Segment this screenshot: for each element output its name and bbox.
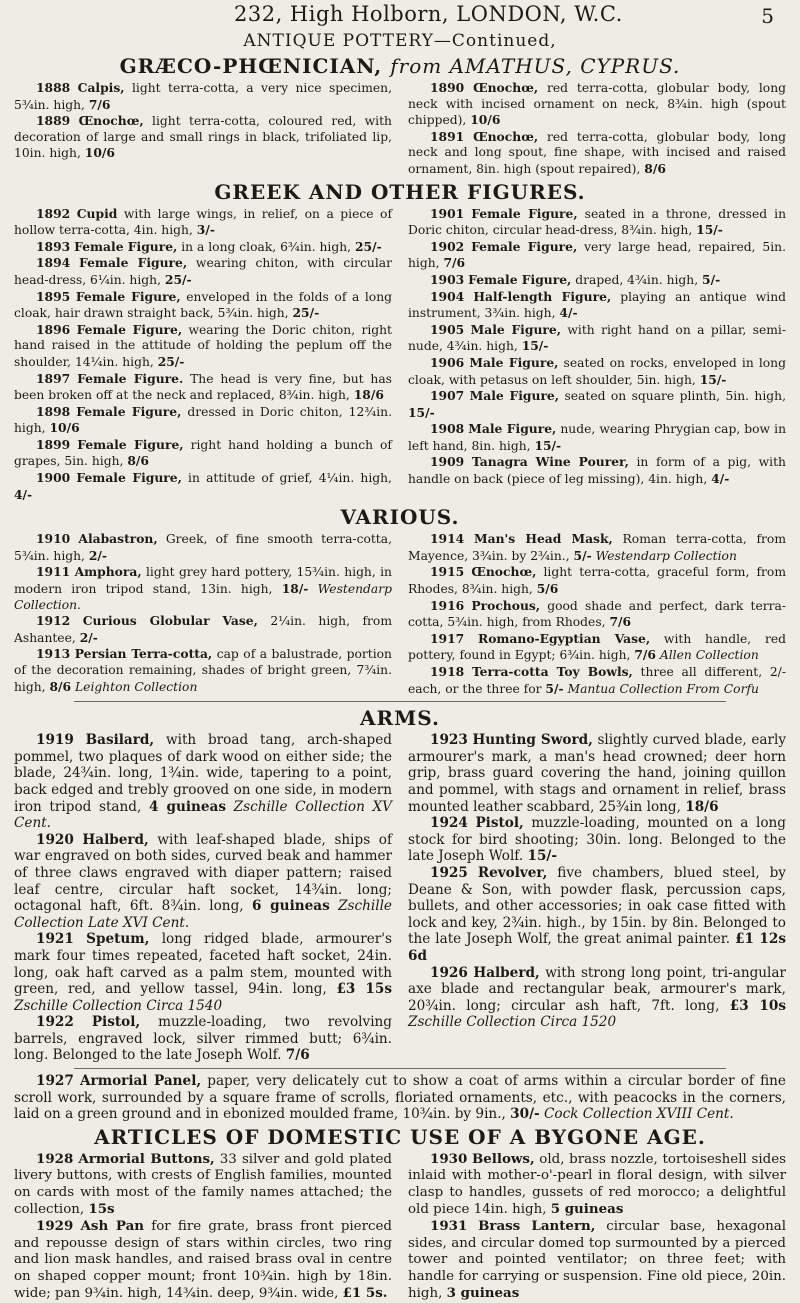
lot-number: 1890 (430, 80, 465, 95)
lot-name: Male Figure, (468, 421, 557, 437)
lot-price: 15/- (521, 338, 549, 354)
catalogue-entry (14, 931, 392, 1014)
lot-collection: Westendarp Collection. (14, 582, 392, 612)
lot-description: light terra-cotta, coloured red, with decoration of large and small rings in black, trifoliated lip, 10in. high, (14, 114, 392, 161)
lot-name: Œnochœ, (471, 564, 537, 580)
catalogue-entry (14, 371, 392, 404)
lot-price: £3 15s (336, 981, 392, 998)
lot-name: Armorial Buttons, (78, 1150, 215, 1167)
lot-collection: Leighton Collection (75, 679, 198, 694)
catalogue-entry (14, 80, 392, 113)
catalogue-entry (408, 732, 786, 815)
lot-price: 10/6 (49, 420, 80, 436)
catalogue-entry (14, 113, 392, 162)
section-title-greco-main: GRÆCO-PHŒNICIAN, (119, 54, 383, 78)
lot-description: paper, very delicately cut to show a coat of arms within a circular border of fine scroll work, surrounded by a square frame of scrolls, floriated ornaments, etc., with peacocks in the corners, laid on a green ground and in ebonized moulded frame, 10¾in. by 9in., (14, 1073, 786, 1123)
lot-number: 1907 (430, 388, 465, 404)
lot-description: muzzle-loading, two revolving barrels, engraved lock, silver rimmed butt; 6¾in. long. Belonged to the late Joseph Wolf. (14, 1014, 392, 1064)
lot-number: 1912 (36, 613, 71, 629)
lot-collection: Zschille Collection Circa 1540 (14, 997, 223, 1014)
lot-name: Pistol, (475, 815, 524, 832)
catalogue-entry (408, 1151, 786, 1219)
catalogue-entry (14, 613, 392, 646)
lot-name: Female Figure, (74, 238, 178, 254)
lot-number: 1892 (36, 205, 71, 221)
section-divider (74, 1068, 726, 1069)
lot-collection: Zschille Collection XV Cent. (14, 798, 393, 832)
lot-collection: Cock Collection XVIII Cent. (544, 1106, 734, 1123)
lot-price: 7/6 (609, 614, 632, 630)
lot-name: Œnochœ, (78, 113, 144, 129)
lot-name: Brass Lantern, (478, 1218, 596, 1235)
lot-description: light grey hard pottery, 15¾in. high, in modern iron tripod stand, 13in. high, (14, 565, 392, 597)
lot-description: dressed in Doric chiton, 12¾in. high, (14, 404, 392, 436)
lot-price: 25/- (354, 238, 382, 254)
lot-description: seated on rocks, enveloped in long cloak, with petasus on left shoulder, 5in. high, (408, 355, 786, 387)
catalogue-entry (408, 531, 786, 564)
lot-description: with broad tang, arch-shaped pommel, two plaques of dark wood on either side; the blade, 24¾in. long, 1¾in. wide, tapering to a point, back edged and trebly grooved on one side, in modern iron tripod stand, (14, 732, 392, 815)
lot-price: 7/6 (285, 1047, 310, 1064)
greco-right-column (408, 80, 786, 178)
catalogue-entry (14, 564, 392, 613)
various-columns (14, 531, 786, 697)
domestic-columns (14, 1151, 786, 1303)
lot-name: Female Figure, (468, 271, 572, 287)
lot-number: 1894 (36, 255, 71, 271)
lot-price: £3 10s (729, 997, 786, 1014)
lot-name: Persian Terra-cotta, (74, 646, 213, 662)
section-title-arms: ARMS. (360, 706, 440, 731)
lot-name: Ash Pan (80, 1218, 144, 1235)
catalogue-entry (14, 646, 392, 695)
lot-number: 1904 (430, 288, 465, 304)
greek-columns (14, 206, 786, 504)
catalogue-entry (14, 1218, 392, 1302)
lot-number: 1919 (36, 732, 74, 749)
lot-price: 15s (88, 1201, 115, 1218)
lot-number: 1929 (36, 1218, 74, 1235)
lot-name: Romano-Egyptian Vase, (478, 630, 651, 646)
catalogue-entry (14, 1014, 392, 1064)
lot-description: long ridged blade, armourer's mark four times repeated, faceted haft socket, 24in. long, oak haft carved as a palm stem, mounted with green, red, and yellow tassel, 94in. long, (14, 931, 392, 998)
catalogue-entry (408, 355, 786, 388)
lot-name: Terra-cotta Toy Bowls, (471, 664, 633, 679)
lot-number: 1909 (430, 454, 465, 470)
section-divider (74, 701, 726, 702)
lot-price: 7/6 (443, 255, 466, 271)
lot-price: 2/- (88, 547, 108, 563)
lot-description: very large head, repaired, 5in. high, (408, 239, 786, 271)
lot-name: Male Figure, (469, 388, 560, 404)
lot-price: 4/- (711, 471, 730, 487)
lot-collection: Zschille Collection Late XVI Cent. (14, 898, 392, 931)
lot-name: Basilard, (85, 732, 155, 749)
lot-number: 1908 (430, 421, 465, 437)
lot-name: Spetum, (86, 931, 150, 948)
catalogue-entry (14, 470, 392, 503)
lot-number: 1903 (430, 271, 465, 287)
lot-description: 33 silver and gold plated livery buttons, with crests of English families, mounted on cards with most of the family names attached; the collection, (14, 1151, 392, 1218)
lot-description: in attitude of grief, 4¼in. high, (181, 471, 392, 486)
lot-name: Curious Globular Vase, (82, 613, 258, 629)
lot-price: 10/6 (470, 112, 501, 128)
lot-number: 1893 (36, 238, 71, 254)
catalogue-entry (14, 289, 392, 322)
lot-description: cap of a balustrade, portion of the decoration remaining, shades of bright green, 7¾in. high, (14, 647, 392, 694)
catalogue-entry (408, 289, 786, 322)
catalogue-entry (14, 732, 392, 832)
lot-name: Hunting Sword, (472, 732, 593, 749)
lot-name: Halberd, (82, 831, 149, 848)
lot-name: Male Figure, (469, 354, 559, 370)
lot-price: 2/- (79, 629, 98, 645)
lot-description: 2¼in. high, from Ashantee, (14, 614, 392, 645)
lot-name: Tanagra Wine Pourer, (471, 454, 629, 470)
catalogue-entry (14, 832, 392, 932)
catalogue-entry (408, 322, 786, 355)
lot-price: 5/6 (536, 581, 559, 597)
lot-price: 5/- (545, 680, 564, 696)
lot-name: Half-length Figure, (473, 288, 612, 304)
armorial-panel-entry (14, 1073, 786, 1123)
lot-price: 5 guineas (550, 1201, 624, 1218)
lot-number: 1911 (36, 564, 71, 580)
catalogue-entry (408, 564, 786, 597)
lot-price: 18/6 (353, 387, 384, 403)
lot-price: 5/- (702, 271, 721, 287)
lot-name: Œnochœ, (473, 128, 539, 144)
lot-description: playing an antique wind instrument, 3¾in. high, (408, 289, 786, 321)
lot-description: good shade and perfect, dark terra-cotta, 5¾in. high, from Rhodes, (408, 598, 786, 630)
lot-name: Œnochœ, (473, 80, 539, 95)
catalogue-entry (14, 255, 392, 288)
catalogue-entry (408, 1218, 786, 1302)
lot-price: 25/- (164, 271, 192, 287)
lot-price: £1 5s. (342, 1285, 388, 1302)
lot-price: 25/- (292, 305, 320, 321)
lot-price: 15/- (534, 437, 562, 453)
lot-description: seated on square plinth, 5in. high, (559, 389, 786, 404)
lot-name: Revolver, (477, 864, 548, 881)
lot-description: with large wings, in relief, on a piece of hollow terra-cotta, 4in. high, (14, 206, 392, 238)
catalogue-entry (408, 206, 786, 239)
lot-name: Female Figure. (77, 370, 184, 386)
lot-number: 1902 (430, 238, 465, 254)
greco-left-column (14, 80, 392, 178)
lot-name: Female Figure, (75, 288, 181, 304)
lot-description: old, brass nozzle, tortoiseshell sides inlaid with mother-o'-pearl in floral design, with silver clasp to handles, gussets of red morocco; a delightful old piece 14in. high, (408, 1151, 786, 1218)
arms-columns (14, 732, 786, 1064)
lot-number: 1923 (430, 732, 468, 749)
lot-number: 1928 (36, 1150, 74, 1167)
lot-name: Pistol, (91, 1014, 141, 1031)
lot-number: 1915 (430, 564, 465, 580)
lot-description: wearing the Doric chiton, right hand raised in the attitude of holding the peplum off the shoulder, 14¼in. high, (14, 322, 392, 369)
address-heading: 232, High Holborn, LONDON, W.C. (234, 2, 623, 26)
lot-number: 1896 (36, 321, 71, 337)
lot-number: 1922 (36, 1014, 74, 1031)
running-title: ANTIQUE POTTERY—Continued, (243, 31, 557, 51)
lot-number: 1895 (36, 288, 71, 304)
lot-price: 18/- (281, 581, 309, 597)
lot-collection: Zschille Collection Circa 1520 (408, 1014, 617, 1031)
lot-name: Female Figure, (79, 255, 188, 271)
lot-number: 1898 (36, 403, 71, 419)
various-right-column (408, 531, 786, 697)
lot-description: five chambers, blued steel, by Deane & Son, with powder flask, percussion caps, bullets, and other accessories; in oak case fitted with lock and key, 2¾in. high., by 15in. by 8in. Belonged to the late Joseph Wolf, the great animal painter. (408, 864, 786, 948)
lot-description: The head is very fine, but has been broken off at the neck and replaced, 8¾in. high, (14, 371, 392, 403)
lot-number: 1905 (430, 321, 465, 337)
lot-number: 1910 (36, 531, 71, 547)
section-title-greek: GREEK AND OTHER FIGURES. (214, 179, 586, 204)
lot-number: 1888 (36, 80, 71, 95)
section-title-various: VARIOUS. (340, 505, 460, 530)
catalogue-entry (14, 437, 392, 470)
lot-description: red terra-cotta, globular body, long neck and long spout, fine shape, with incised and raised ornament, 8in. high (spout repaired), (408, 129, 786, 176)
lot-name: Male Figure, (470, 321, 561, 337)
catalogue-entry (408, 631, 786, 664)
lot-price: 4/- (559, 305, 578, 321)
catalogue-entry (14, 1151, 392, 1219)
catalogue-entry (408, 272, 786, 289)
various-left-column (14, 531, 392, 697)
lot-price: 15/- (699, 371, 727, 387)
lot-price: 4/- (14, 486, 33, 502)
lot-name: Female Figure, (471, 238, 578, 254)
domestic-right-column (408, 1151, 786, 1303)
lot-collection: Allen Collection (659, 648, 759, 663)
section-title-greco (14, 54, 786, 78)
lot-number: 1889 (36, 113, 71, 129)
arms-right-column (408, 732, 786, 1064)
lot-price: 4 guineas (148, 798, 226, 815)
lot-name: Prochous, (471, 597, 541, 613)
lot-description: enveloped in the folds of a long cloak, hair drawn straight back, 5¾in. high, (14, 289, 392, 321)
lot-description: with right hand on a pillar, semi-nude, 4¾in. high, (408, 322, 786, 354)
domestic-left-column (14, 1151, 392, 1303)
lot-price: 8/6 (49, 678, 72, 694)
catalogue-entry (408, 80, 786, 129)
lot-number: 1906 (430, 354, 465, 370)
lot-price: 3 guineas (446, 1285, 520, 1302)
lot-description: Roman terra-cotta, from Mayence, 3¾in. by 2¾in., (408, 532, 786, 563)
catalogue-entry (408, 664, 786, 697)
lot-description: right hand holding a bunch of grapes, 5in. high, (14, 437, 392, 469)
lot-name: Halberd, (473, 964, 540, 981)
lot-description: three all different, 2/- each, or the three for (408, 665, 786, 696)
lot-price: 6 guineas (251, 898, 330, 915)
lot-description: in form of a pig, with handle on back (piece of leg missing), 4in. high, (408, 455, 786, 487)
catalogue-entry (14, 322, 392, 371)
lot-number: 1913 (36, 646, 71, 662)
lot-price: 18/6 (685, 798, 719, 815)
lot-name: Amphora, (74, 564, 142, 580)
lot-number: 1921 (36, 931, 74, 948)
catalogue-entry (14, 404, 392, 437)
lot-description: seated in a throne, dressed in Doric chiton, circular head-dress, 8¾in. high, (408, 206, 786, 238)
greek-left-column (14, 206, 392, 504)
lot-name: Bellows, (471, 1150, 535, 1167)
lot-description: draped, 4¾in. high, (571, 272, 703, 287)
lot-collection: Westendarp Collection (595, 548, 737, 563)
catalogue-entry (408, 388, 786, 421)
lot-number: 1920 (36, 831, 74, 848)
lot-description: with strong long point, tri-angular axe blade and rectangular beak, armourer's mark, 20¾in. long; circular ash haft, 7ft. long, (408, 964, 786, 1014)
lot-description: slightly curved blade, early armourer's mark, a man's head crowned; deer horn grip, brass guard covering the hand, joining quillon and pommel, with stags and ornament in relief, brass mounted leather scabbard, 25¾in long, (408, 732, 786, 815)
lot-name: Calpis, (77, 80, 125, 95)
catalogue-entry (408, 129, 786, 178)
lot-description: with leaf-shaped blade, ships of war engraved on both sides, curved beak and hammer of three claws engraved with diaper pattern; raised leaf centre, circular haft socket, 14¾in. long; octagonal haft, 6ft. 8¾in. long, (14, 831, 392, 915)
lot-number: 1927 (36, 1073, 74, 1090)
lot-number: 1901 (430, 205, 465, 221)
catalogue-entry (408, 965, 786, 1031)
lot-description: Greek, of fine smooth terra-cotta, 5¾in. high, (14, 532, 392, 563)
lot-name: Man's Head Mask, (474, 531, 613, 547)
lot-number: 1900 (36, 470, 71, 486)
lot-description: in a long cloak, 6¾in. high, (177, 239, 355, 254)
section-title-domestic: ARTICLES OF DOMESTIC USE OF A BYGONE AGE. (94, 1124, 706, 1149)
lot-collection: Mantua Collection From Corfu (567, 681, 759, 696)
lot-price: 5/- (573, 547, 592, 563)
lot-number: 1891 (430, 128, 465, 144)
catalogue-entry (408, 865, 786, 965)
lot-number: 1925 (430, 864, 468, 881)
catalogue-entry (408, 454, 786, 487)
lot-price: 8/6 (644, 160, 666, 176)
lot-price: 7/6 (88, 96, 111, 112)
lot-name: Female Figure, (76, 321, 183, 337)
lot-number: 1918 (430, 664, 465, 679)
catalogue-entry (14, 206, 392, 239)
greek-right-column (408, 206, 786, 504)
greco-columns (14, 80, 786, 178)
arms-left-column (14, 732, 392, 1064)
lot-name: Female Figure, (76, 470, 182, 486)
lot-description: red terra-cotta, globular body, long neck with incised ornament on neck, 8¾in. high (spout chipped), (408, 81, 786, 128)
catalogue-entry (408, 815, 786, 865)
page-header (14, 2, 786, 28)
lot-number: 1917 (430, 630, 465, 646)
lot-number: 1914 (430, 531, 465, 547)
lot-price: 8/6 (127, 453, 149, 469)
lot-description: nude, wearing Phrygian cap, bow in left hand, 8in. high, (408, 422, 786, 453)
page-number: 5 (761, 4, 774, 28)
lot-number: 1897 (36, 370, 71, 386)
lot-number: 1916 (430, 597, 465, 613)
lot-price: 15/- (527, 848, 558, 865)
catalogue-entry (408, 239, 786, 272)
catalogue-entry (408, 598, 786, 631)
lot-price: 15/- (696, 222, 723, 238)
lot-number: 1930 (430, 1150, 468, 1167)
lot-description: light terra-cotta, a very nice specimen, 5¾in. high, (14, 81, 392, 112)
lot-description: muzzle-loading, mounted on a long stock for bird shooting; 30in. long. Belonged to the late Joseph Wolf. (408, 815, 786, 865)
lot-description: light terra-cotta, graceful form, from Rhodes, 8¾in. high, (408, 565, 786, 597)
lot-price: 25/- (157, 353, 185, 369)
lot-name: Female Figure, (77, 436, 184, 452)
catalogue-entry (14, 531, 392, 564)
lot-name: Female Figure, (76, 403, 182, 419)
lot-description: wearing chiton, with circular head-dress, 6¼in. high, (14, 256, 392, 287)
lot-number: 1931 (430, 1218, 468, 1235)
lot-number: 1899 (36, 436, 71, 452)
lot-number: 1926 (430, 964, 468, 981)
lot-name: Cupid (76, 205, 118, 221)
lot-description: circular base, hexagonal sides, and circular domed top surmounted by a pierced tower and pointed ventilator; on three feet; with handle for carrying or suspension. Fine old piece, 20in. high, (408, 1219, 787, 1302)
lot-price: 30/- (510, 1106, 540, 1123)
lot-name: Alabastron, (78, 531, 158, 547)
lot-price: 10/6 (84, 145, 115, 161)
section-title-greco-sub: from AMATHUS, CYPRUS. (390, 54, 681, 78)
lot-name: Female Figure, (471, 205, 578, 221)
lot-price: £1 12s 6d (408, 931, 786, 964)
catalogue-entry (14, 239, 392, 256)
lot-description: for fire grate, brass front pierced and repousse design of stars within circles, two ring and lion mask handles, and raised brass oval in centre on shaped copper mount; front 10¾in. high by 18in. wide; pan 9¾in. high, 14¾in. deep, 9¾in. wide, (14, 1219, 392, 1302)
lot-price: 15/- (408, 404, 435, 420)
lot-description: with handle, red pottery, found in Egypt; 6¾in. high, (408, 631, 786, 663)
lot-number: 1924 (430, 815, 468, 832)
lot-price: 7/6 (634, 647, 656, 663)
lot-name: Armorial Panel, (80, 1073, 202, 1090)
lot-price: 3/- (196, 222, 215, 238)
catalogue-entry (408, 421, 786, 454)
